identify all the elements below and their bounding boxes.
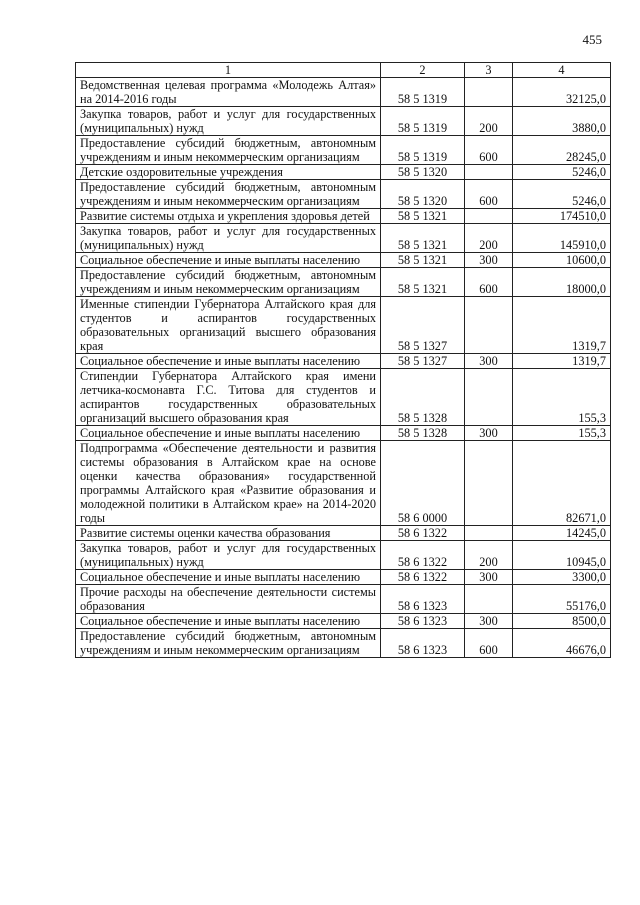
row-amount-cell: 55176,0 bbox=[513, 585, 611, 614]
table-row bbox=[76, 224, 611, 253]
row-code-cell: 58 6 1323 bbox=[381, 614, 465, 629]
row-amount-cell: 155,3 bbox=[513, 369, 611, 426]
row-amount-cell: 10600,0 bbox=[513, 253, 611, 268]
row-type-cell: 600 bbox=[465, 629, 513, 658]
table-row bbox=[76, 441, 611, 526]
row-code-cell: 58 5 1327 bbox=[381, 297, 465, 354]
row-name-cell: Предоставление субсидий бюджетным, автономным учреждениям и иным некоммерческим организациям bbox=[76, 629, 381, 658]
row-code-cell: 58 5 1321 bbox=[381, 253, 465, 268]
row-name-cell: Детские оздоровительные учреждения bbox=[76, 165, 381, 180]
row-name-cell: Социальное обеспечение и иные выплаты населению bbox=[76, 570, 381, 585]
row-type-cell: 300 bbox=[465, 426, 513, 441]
row-amount-cell: 1319,7 bbox=[513, 297, 611, 354]
row-name-cell: Предоставление субсидий бюджетным, автономным учреждениям и иным некоммерческим организациям bbox=[76, 268, 381, 297]
table-row bbox=[76, 180, 611, 209]
table-row bbox=[76, 629, 611, 658]
row-type-cell: 600 bbox=[465, 180, 513, 209]
row-amount-cell: 3300,0 bbox=[513, 570, 611, 585]
row-code-cell: 58 5 1321 bbox=[381, 209, 465, 224]
row-name-cell: Социальное обеспечение и иные выплаты населению bbox=[76, 614, 381, 629]
table-row bbox=[76, 426, 611, 441]
row-type-cell bbox=[465, 585, 513, 614]
table-row bbox=[76, 107, 611, 136]
row-amount-cell: 5246,0 bbox=[513, 165, 611, 180]
row-name-cell: Социальное обеспечение и иные выплаты населению bbox=[76, 426, 381, 441]
row-amount-cell: 5246,0 bbox=[513, 180, 611, 209]
row-amount-cell: 18000,0 bbox=[513, 268, 611, 297]
row-name-cell: Развитие системы оценки качества образования bbox=[76, 526, 381, 541]
row-amount-cell: 32125,0 bbox=[513, 78, 611, 107]
header-col-2: 2 bbox=[381, 63, 465, 78]
header-row bbox=[76, 63, 611, 78]
row-type-cell bbox=[465, 297, 513, 354]
row-name-cell: Закупка товаров, работ и услуг для государственных (муниципальных) нужд bbox=[76, 541, 381, 570]
table-row bbox=[76, 297, 611, 354]
header-col-4: 4 bbox=[513, 63, 611, 78]
row-code-cell: 58 5 1319 bbox=[381, 107, 465, 136]
row-amount-cell: 3880,0 bbox=[513, 107, 611, 136]
row-type-cell bbox=[465, 78, 513, 107]
row-code-cell: 58 6 1322 bbox=[381, 570, 465, 585]
page-number: 455 bbox=[582, 32, 602, 47]
budget-table bbox=[75, 62, 611, 658]
row-type-cell: 300 bbox=[465, 614, 513, 629]
table-row bbox=[76, 136, 611, 165]
row-type-cell: 200 bbox=[465, 541, 513, 570]
row-code-cell: 58 5 1327 bbox=[381, 354, 465, 369]
row-code-cell: 58 5 1320 bbox=[381, 165, 465, 180]
table-row bbox=[76, 526, 611, 541]
row-code-cell: 58 5 1320 bbox=[381, 180, 465, 209]
row-type-cell: 600 bbox=[465, 136, 513, 165]
row-type-cell bbox=[465, 369, 513, 426]
row-type-cell: 300 bbox=[465, 253, 513, 268]
table-row bbox=[76, 369, 611, 426]
header-col-3: 3 bbox=[465, 63, 513, 78]
row-code-cell: 58 5 1321 bbox=[381, 268, 465, 297]
row-type-cell: 300 bbox=[465, 354, 513, 369]
row-name-cell: Именные стипендии Губернатора Алтайского края для студентов и аспирантов государственных образовательных организаций высшего образования края bbox=[76, 297, 381, 354]
row-type-cell bbox=[465, 209, 513, 224]
row-type-cell bbox=[465, 441, 513, 526]
row-code-cell: 58 6 0000 bbox=[381, 441, 465, 526]
table-row bbox=[76, 541, 611, 570]
row-type-cell bbox=[465, 165, 513, 180]
row-amount-cell: 46676,0 bbox=[513, 629, 611, 658]
table-row bbox=[76, 209, 611, 224]
row-code-cell: 58 6 1323 bbox=[381, 629, 465, 658]
row-name-cell: Социальное обеспечение и иные выплаты населению bbox=[76, 253, 381, 268]
row-name-cell: Развитие системы отдыха и укрепления здоровья детей bbox=[76, 209, 381, 224]
table-row bbox=[76, 253, 611, 268]
row-amount-cell: 145910,0 bbox=[513, 224, 611, 253]
table-body bbox=[76, 78, 611, 658]
row-code-cell: 58 5 1321 bbox=[381, 224, 465, 253]
row-name-cell: Предоставление субсидий бюджетным, автономным учреждениям и иным некоммерческим организациям bbox=[76, 180, 381, 209]
table-row bbox=[76, 585, 611, 614]
table-row bbox=[76, 165, 611, 180]
table-row bbox=[76, 78, 611, 107]
row-type-cell: 600 bbox=[465, 268, 513, 297]
row-code-cell: 58 6 1323 bbox=[381, 585, 465, 614]
row-name-cell: Подпрограмма «Обеспечение деятельности и развития системы образования в Алтайском крае на основе оценки качества образования» государственной программы Алтайского края «Развитие образования и молодежной политики в Алтайском крае» на 2014-2020 годы bbox=[76, 441, 381, 526]
row-amount-cell: 155,3 bbox=[513, 426, 611, 441]
row-name-cell: Ведомственная целевая программа «Молодежь Алтая» на 2014-2016 годы bbox=[76, 78, 381, 107]
row-amount-cell: 1319,7 bbox=[513, 354, 611, 369]
table-row bbox=[76, 354, 611, 369]
row-type-cell: 200 bbox=[465, 107, 513, 136]
row-code-cell: 58 5 1328 bbox=[381, 426, 465, 441]
row-code-cell: 58 5 1319 bbox=[381, 78, 465, 107]
row-name-cell: Прочие расходы на обеспечение деятельности системы образования bbox=[76, 585, 381, 614]
row-code-cell: 58 5 1328 bbox=[381, 369, 465, 426]
row-amount-cell: 28245,0 bbox=[513, 136, 611, 165]
table-row bbox=[76, 614, 611, 629]
row-name-cell: Закупка товаров, работ и услуг для государственных (муниципальных) нужд bbox=[76, 224, 381, 253]
row-type-cell: 300 bbox=[465, 570, 513, 585]
row-name-cell: Предоставление субсидий бюджетным, автономным учреждениям и иным некоммерческим организациям bbox=[76, 136, 381, 165]
row-code-cell: 58 6 1322 bbox=[381, 541, 465, 570]
table-row bbox=[76, 268, 611, 297]
row-name-cell: Стипендии Губернатора Алтайского края имени летчика-космонавта Г.С. Титова для студентов и аспирантов государственных образовательных организаций высшего образования края bbox=[76, 369, 381, 426]
row-name-cell: Закупка товаров, работ и услуг для государственных (муниципальных) нужд bbox=[76, 107, 381, 136]
row-type-cell: 200 bbox=[465, 224, 513, 253]
row-amount-cell: 82671,0 bbox=[513, 441, 611, 526]
row-code-cell: 58 5 1319 bbox=[381, 136, 465, 165]
header-col-1: 1 bbox=[76, 63, 381, 78]
row-amount-cell: 14245,0 bbox=[513, 526, 611, 541]
row-code-cell: 58 6 1322 bbox=[381, 526, 465, 541]
table-row bbox=[76, 570, 611, 585]
row-amount-cell: 174510,0 bbox=[513, 209, 611, 224]
row-name-cell: Социальное обеспечение и иные выплаты населению bbox=[76, 354, 381, 369]
row-amount-cell: 8500,0 bbox=[513, 614, 611, 629]
row-amount-cell: 10945,0 bbox=[513, 541, 611, 570]
row-type-cell bbox=[465, 526, 513, 541]
